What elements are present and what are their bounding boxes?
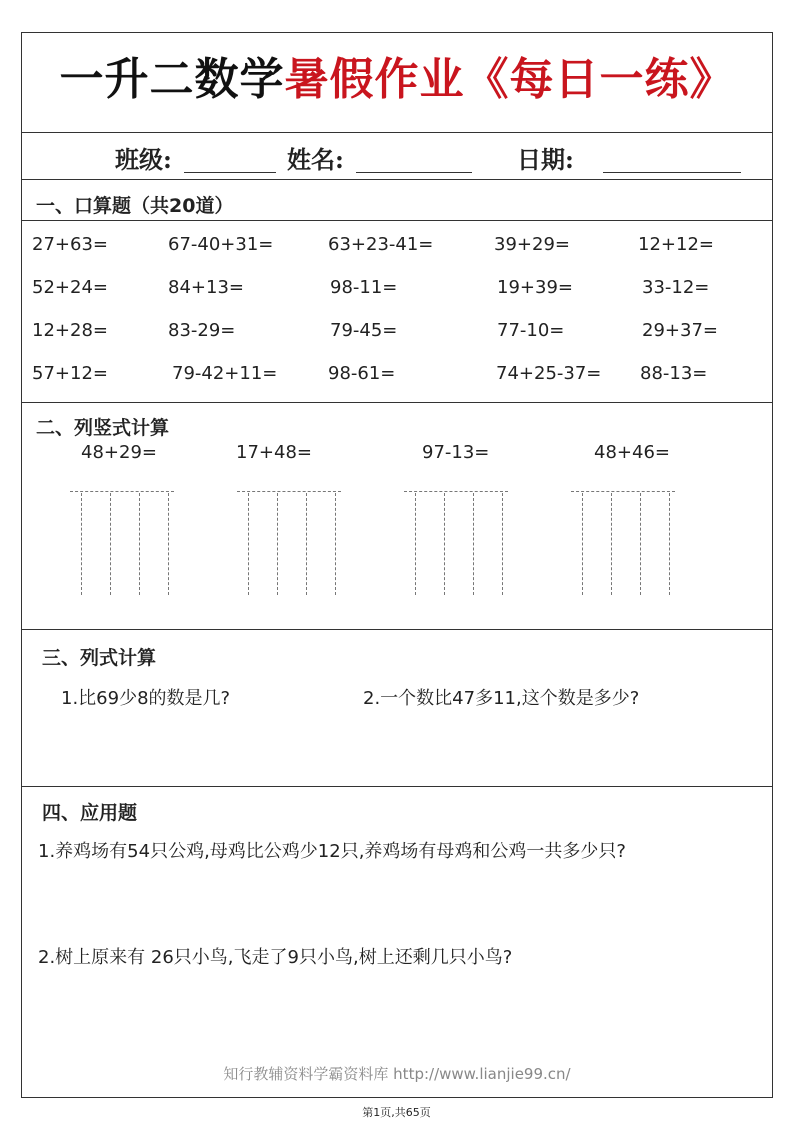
- student-info-row: [22, 132, 772, 180]
- calc-item: 57+12=: [32, 363, 108, 384]
- date-label: 日期:: [517, 145, 574, 174]
- calc-item: 88-13=: [640, 363, 708, 384]
- calc-item: 33-12=: [642, 277, 710, 298]
- section4-divider: [22, 786, 772, 787]
- vertical-grid[interactable]: [237, 491, 341, 595]
- class-blank[interactable]: [184, 172, 276, 173]
- worksheet: [21, 32, 773, 1098]
- calc-item: 39+29=: [494, 234, 570, 255]
- calc-item: 98-61=: [328, 363, 396, 384]
- vertical-grid[interactable]: [571, 491, 675, 595]
- class-label: 班级:: [115, 145, 172, 174]
- vertical-problem: 48+46=: [594, 442, 670, 463]
- calc-item: 27+63=: [32, 234, 108, 255]
- section1-heading: 一、口算题（共20道）: [36, 195, 234, 217]
- calc-item: 98-11=: [330, 277, 398, 298]
- calc-item: 83-29=: [168, 320, 236, 341]
- calc-item: 79-42+11=: [172, 363, 278, 384]
- name-blank[interactable]: [356, 172, 472, 173]
- vertical-problem: 97-13=: [422, 442, 490, 463]
- section1-divider: [22, 220, 772, 221]
- section3-question-2: 2.一个数比47多11,这个数是多少?: [363, 688, 640, 709]
- date-blank[interactable]: [603, 172, 741, 173]
- page-number: 第1页,共65页: [362, 1106, 431, 1119]
- title-part-black: 一升二数学: [59, 54, 285, 105]
- calc-item: 52+24=: [32, 277, 108, 298]
- section2-divider: [22, 402, 772, 403]
- calc-item: 79-45=: [330, 320, 398, 341]
- section3-question-1: 1.比69少8的数是几?: [61, 688, 231, 709]
- calc-item: 12+28=: [32, 320, 108, 341]
- title-part-red: 暑假作业《每日一练》: [284, 54, 735, 105]
- footer-watermark: 知行教辅资料学霸资料库 http://www.lianjie99.cn/: [223, 1065, 571, 1083]
- calc-item: 74+25-37=: [496, 363, 602, 384]
- section3-divider: [22, 629, 772, 630]
- calc-item: 84+13=: [168, 277, 244, 298]
- vertical-problem: 48+29=: [81, 442, 157, 463]
- calc-item: 63+23-41=: [328, 234, 434, 255]
- section2-heading: 二、列竖式计算: [36, 417, 170, 439]
- calc-item: 77-10=: [497, 320, 565, 341]
- name-label: 姓名:: [287, 145, 344, 174]
- vertical-grid[interactable]: [404, 491, 508, 595]
- vertical-problem: 17+48=: [236, 442, 312, 463]
- section4-heading: 四、应用题: [42, 802, 138, 824]
- vertical-grid[interactable]: [70, 491, 174, 595]
- calc-item: 12+12=: [638, 234, 714, 255]
- section3-heading: 三、列式计算: [42, 647, 157, 669]
- calc-item: 29+37=: [642, 320, 718, 341]
- section4-question-1: 1.养鸡场有54只公鸡,母鸡比公鸡少12只,养鸡场有母鸡和公鸡一共多少只?: [38, 841, 626, 862]
- section4-question-2: 2.树上原来有 26只小鸟,飞走了9只小鸟,树上还剩几只小鸟?: [38, 947, 513, 968]
- calc-item: 67-40+31=: [168, 234, 274, 255]
- worksheet-title: [22, 33, 772, 133]
- calc-item: 19+39=: [497, 277, 573, 298]
